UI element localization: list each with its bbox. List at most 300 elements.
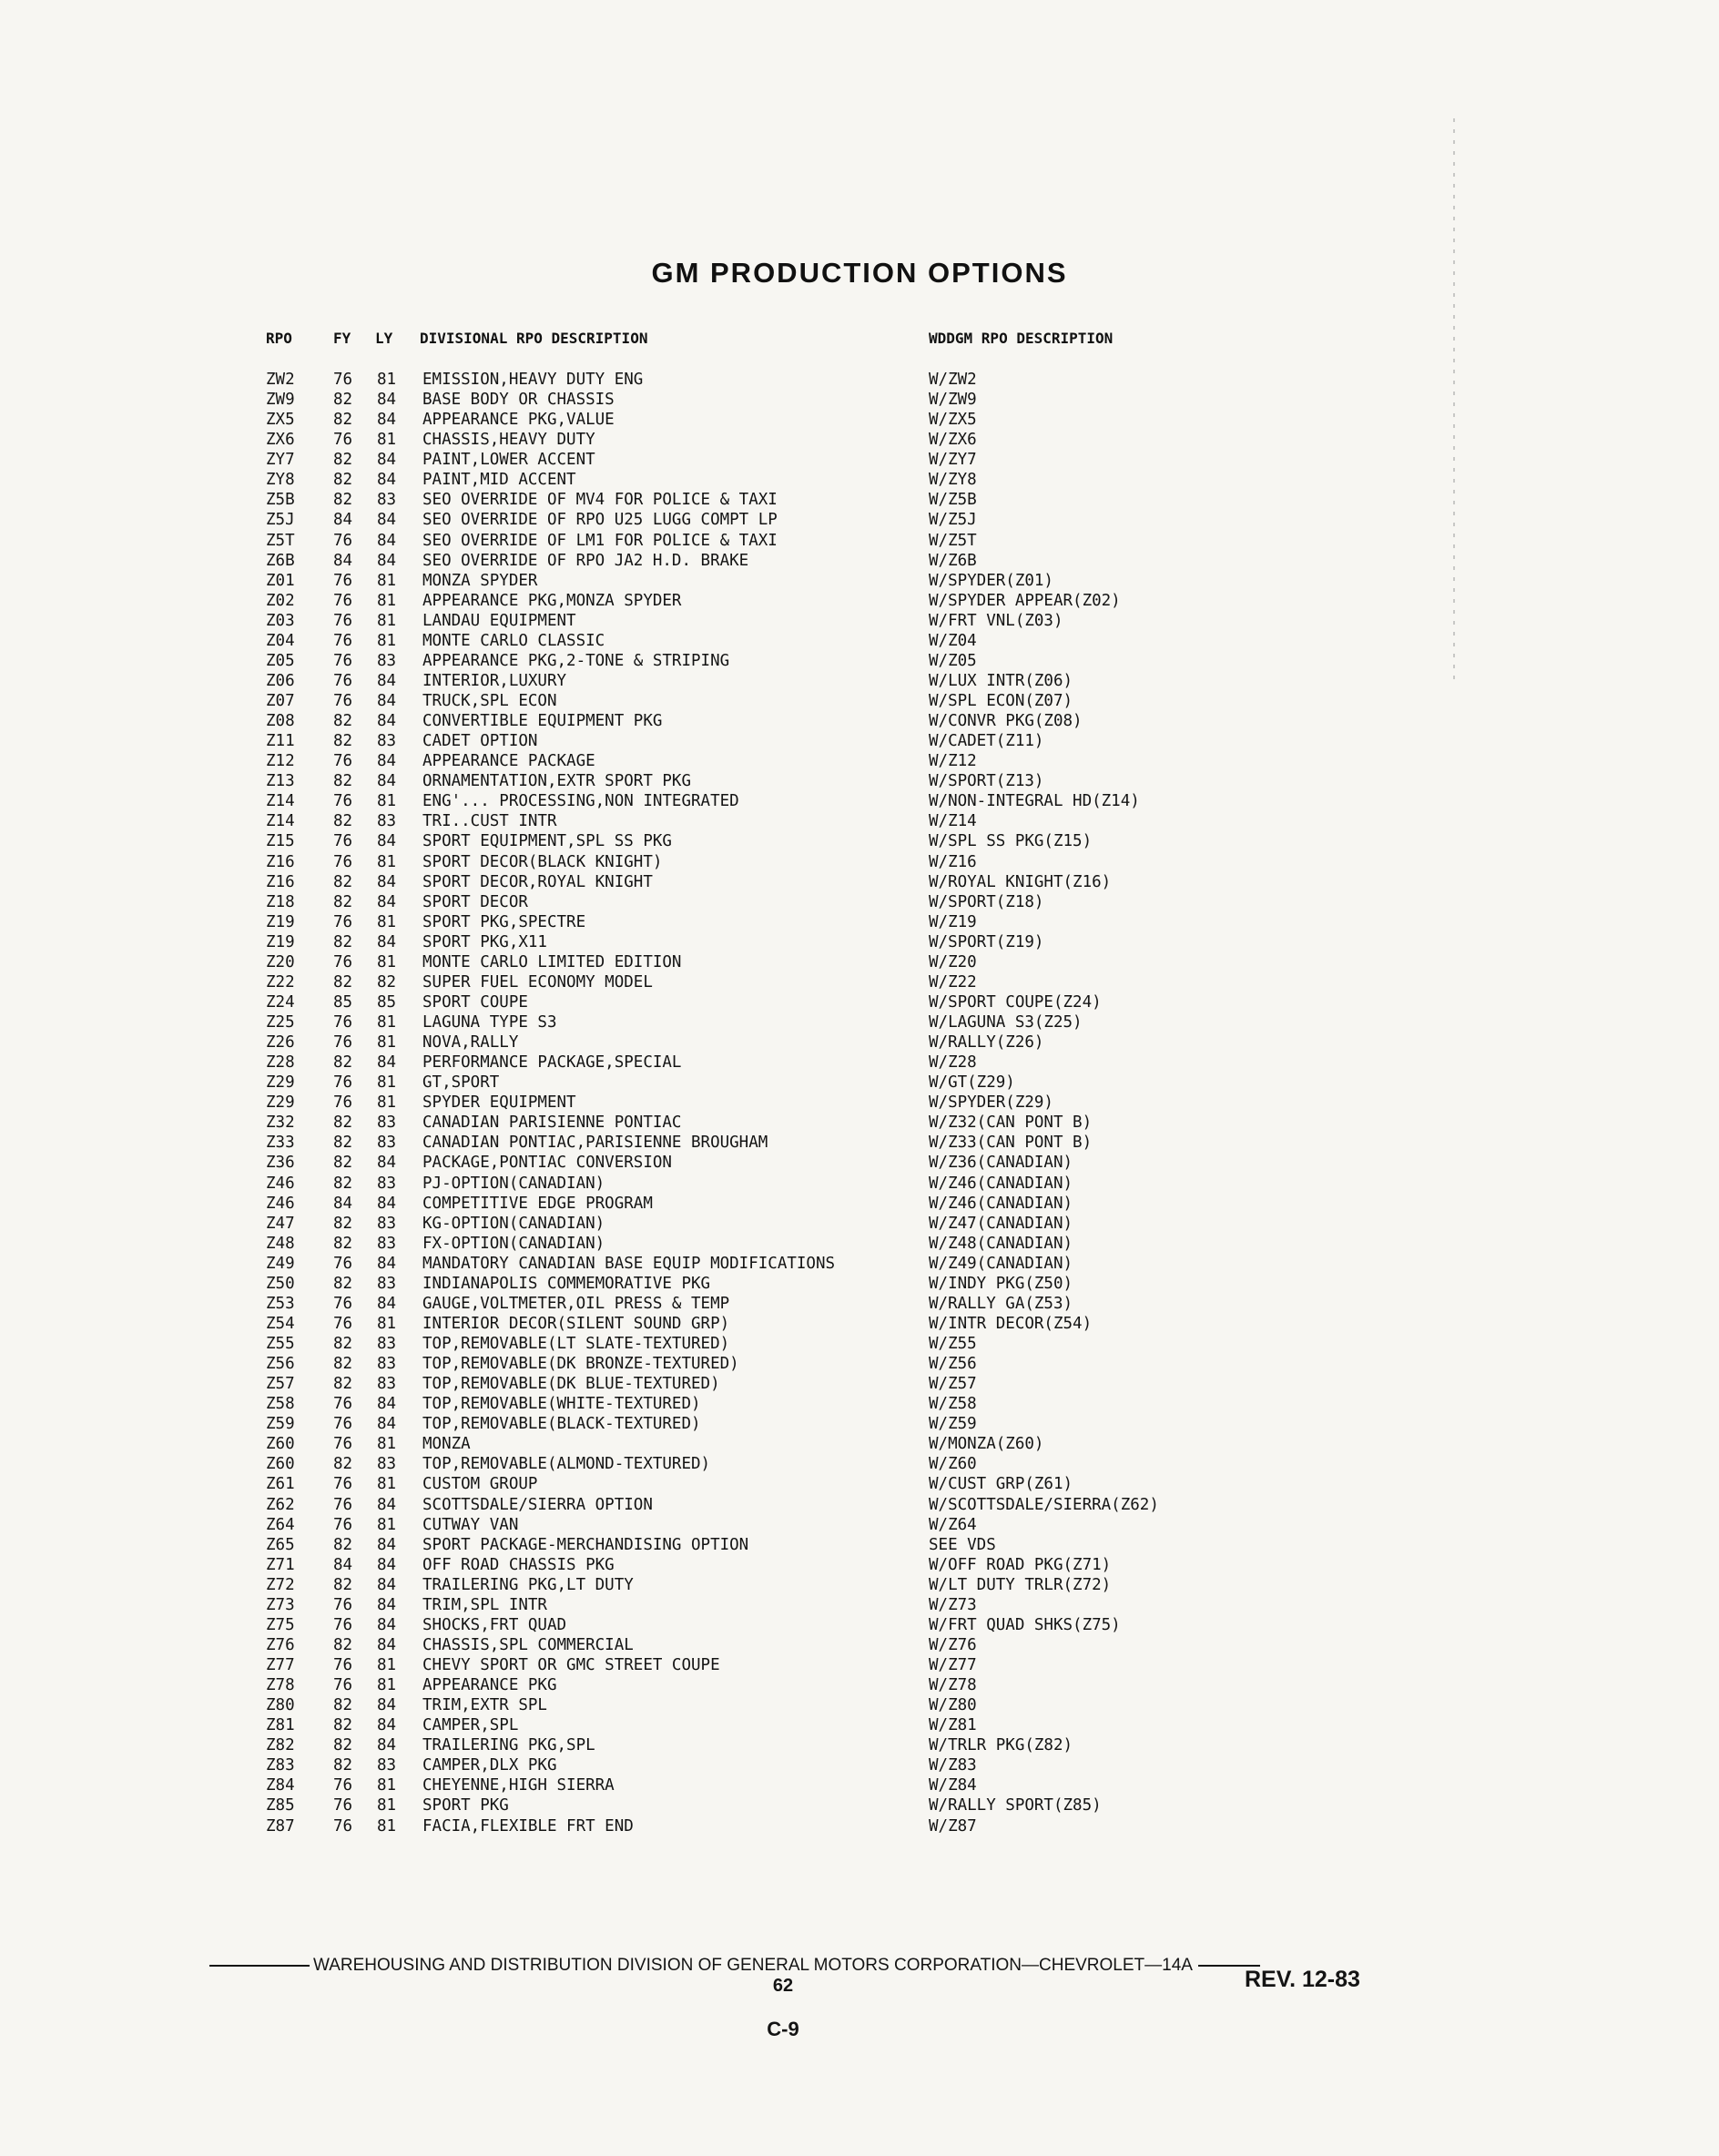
- table-row: [266, 1695, 1267, 1715]
- divisional-description: MONZA SPYDER: [422, 571, 538, 590]
- wddgm-description: W/RALLY(Z26): [929, 1033, 1044, 1053]
- rpo-code: Z46: [266, 1194, 295, 1213]
- divisional-description: CAMPER,SPL: [422, 1716, 519, 1735]
- last-year: 83: [377, 1375, 397, 1394]
- first-year: 76: [333, 792, 353, 811]
- first-year: 76: [333, 431, 353, 450]
- rpo-code: Z32: [266, 1114, 295, 1133]
- last-year: 83: [377, 491, 397, 510]
- last-year: 84: [377, 1154, 397, 1173]
- wddgm-description: W/Z36(CANADIAN): [929, 1154, 1073, 1173]
- table-row: [266, 731, 1267, 751]
- first-year: 76: [333, 1435, 353, 1454]
- wddgm-description: W/SPYDER(Z29): [929, 1093, 1053, 1113]
- first-year: 76: [333, 1615, 353, 1634]
- wddgm-description: W/Z81: [929, 1716, 977, 1735]
- table-row: [266, 551, 1267, 571]
- divisional-description: SHOCKS,FRT QUAD: [422, 1615, 567, 1634]
- first-year: 76: [333, 1816, 353, 1836]
- table-row: [266, 1214, 1267, 1234]
- table-row: [266, 992, 1267, 1012]
- last-year: 84: [377, 1696, 397, 1715]
- divisional-description: PAINT,LOWER ACCENT: [422, 451, 595, 470]
- divisional-description: CHASSIS,SPL COMMERCIAL: [422, 1635, 634, 1654]
- divisional-description: MONTE CARLO CLASSIC: [422, 631, 605, 650]
- table-row: [266, 1615, 1267, 1635]
- last-year: 84: [377, 1716, 397, 1735]
- first-year: 82: [333, 712, 353, 731]
- rpo-code: Z62: [266, 1495, 295, 1514]
- first-year: 82: [333, 1214, 353, 1233]
- table-row: [266, 1354, 1267, 1374]
- divisional-description: APPEARANCE PKG,VALUE: [422, 411, 615, 430]
- rpo-code: Z05: [266, 651, 295, 670]
- table-row: [266, 1735, 1267, 1755]
- header-rpo: RPO: [266, 330, 292, 347]
- rpo-code: Z33: [266, 1134, 295, 1153]
- divisional-description: OFF ROAD CHASSIS PKG: [422, 1555, 615, 1574]
- first-year: 82: [333, 1635, 353, 1654]
- wddgm-description: W/SPYDER APPEAR(Z02): [929, 591, 1121, 610]
- table-row: [266, 1234, 1267, 1254]
- table-row: [266, 1374, 1267, 1394]
- table-row: [266, 1414, 1267, 1434]
- last-year: 81: [377, 1515, 397, 1534]
- wddgm-description: W/RALLY GA(Z53): [929, 1294, 1073, 1313]
- first-year: 76: [333, 371, 353, 389]
- rpo-code: Z77: [266, 1656, 295, 1674]
- last-year: 83: [377, 1174, 397, 1193]
- table-row: [266, 1675, 1267, 1695]
- first-year: 82: [333, 1696, 353, 1715]
- rpo-code: Z29: [266, 1073, 295, 1093]
- first-year: 76: [333, 1495, 353, 1514]
- last-year: 81: [377, 591, 397, 610]
- table-row: [266, 450, 1267, 470]
- last-year: 81: [377, 1093, 397, 1113]
- wddgm-description: W/Z28: [929, 1053, 977, 1073]
- rpo-code: Z01: [266, 571, 295, 590]
- wddgm-description: W/Z04: [929, 631, 977, 650]
- table-row: [266, 671, 1267, 691]
- wddgm-description: W/RALLY SPORT(Z85): [929, 1796, 1102, 1815]
- table-row: [266, 1254, 1267, 1274]
- wddgm-description: W/OFF ROAD PKG(Z71): [929, 1555, 1112, 1574]
- table-row: [266, 751, 1267, 771]
- last-year: 84: [377, 1575, 397, 1594]
- rpo-code: Z60: [266, 1455, 295, 1474]
- divisional-description: TRUCK,SPL ECON: [422, 692, 557, 710]
- divisional-description: TOP,REMOVABLE(DK BLUE-TEXTURED): [422, 1375, 720, 1394]
- last-year: 81: [377, 952, 397, 971]
- last-year: 84: [377, 692, 397, 710]
- wddgm-description: W/Z80: [929, 1696, 977, 1715]
- divisional-description: SPORT DECOR,ROYAL KNIGHT: [422, 872, 653, 891]
- wddgm-description: W/Z73: [929, 1595, 977, 1614]
- first-year: 76: [333, 1013, 353, 1032]
- table-row: [266, 410, 1267, 430]
- rpo-code: Z25: [266, 1013, 295, 1032]
- divisional-description: TOP,REMOVABLE(DK BRONZE-TEXTURED): [422, 1355, 739, 1374]
- divisional-description: SUPER FUEL ECONOMY MODEL: [422, 972, 653, 992]
- table-row: [266, 1032, 1267, 1053]
- first-year: 76: [333, 1073, 353, 1093]
- last-year: 85: [377, 992, 397, 1012]
- first-year: 82: [333, 1114, 353, 1133]
- first-year: 82: [333, 1575, 353, 1594]
- table-row: [266, 1073, 1267, 1093]
- rpo-code: Z22: [266, 972, 295, 992]
- rpo-code: Z14: [266, 792, 295, 811]
- wddgm-description: W/CUST GRP(Z61): [929, 1475, 1073, 1494]
- first-year: 82: [333, 872, 353, 891]
- wddgm-description: W/ZY7: [929, 451, 977, 470]
- wddgm-description: W/SPORT COUPE(Z24): [929, 992, 1102, 1012]
- table-row: [266, 1434, 1267, 1454]
- wddgm-description: W/Z20: [929, 952, 977, 971]
- last-year: 83: [377, 651, 397, 670]
- first-year: 82: [333, 1234, 353, 1253]
- wddgm-description: W/FRT VNL(Z03): [929, 611, 1063, 630]
- last-year: 84: [377, 892, 397, 911]
- table-row: [266, 1655, 1267, 1675]
- last-year: 83: [377, 812, 397, 831]
- header-fy: FY: [333, 330, 351, 347]
- divisional-description: TOP,REMOVABLE(LT SLATE-TEXTURED): [422, 1335, 730, 1353]
- last-year: 84: [377, 1294, 397, 1313]
- wddgm-description: W/Z48(CANADIAN): [929, 1234, 1073, 1253]
- last-year: 84: [377, 471, 397, 490]
- last-year: 84: [377, 511, 397, 530]
- last-year: 81: [377, 371, 397, 389]
- table-row: [266, 711, 1267, 731]
- wddgm-description: W/Z59: [929, 1415, 977, 1434]
- wddgm-description: W/Z05: [929, 651, 977, 670]
- table-row: [266, 1012, 1267, 1032]
- wddgm-description: W/SPL ECON(Z07): [929, 692, 1073, 710]
- rpo-code: Z20: [266, 952, 295, 971]
- first-year: 82: [333, 932, 353, 951]
- rpo-code: Z53: [266, 1294, 295, 1313]
- table-row: [266, 952, 1267, 972]
- first-year: 76: [333, 1796, 353, 1815]
- wddgm-description: W/Z6B: [929, 551, 977, 570]
- wddgm-description: W/Z16: [929, 852, 977, 871]
- table-row: [266, 791, 1267, 811]
- table-row: [266, 1174, 1267, 1194]
- header-divisional-description: DIVISIONAL RPO DESCRIPTION: [420, 330, 648, 347]
- wddgm-description: W/ZW9: [929, 391, 977, 410]
- revision-label: REV. 12-83: [1245, 1967, 1360, 1992]
- last-year: 84: [377, 1635, 397, 1654]
- first-year: 76: [333, 1314, 353, 1333]
- rpo-code: Z50: [266, 1274, 295, 1293]
- rpo-code: Z64: [266, 1515, 295, 1534]
- wddgm-description: W/GT(Z29): [929, 1073, 1015, 1093]
- divisional-description: CANADIAN PONTIAC,PARISIENNE BROUGHAM: [422, 1134, 768, 1153]
- first-year: 84: [333, 1194, 353, 1213]
- rpo-code: Z12: [266, 752, 295, 771]
- rpo-code: Z46: [266, 1174, 295, 1193]
- rpo-code: Z08: [266, 712, 295, 731]
- first-year: 76: [333, 1475, 353, 1494]
- last-year: 84: [377, 391, 397, 410]
- rpo-code: Z61: [266, 1475, 295, 1494]
- divisional-description: APPEARANCE PKG,2-TONE & STRIPING: [422, 651, 730, 670]
- table-row: [266, 571, 1267, 591]
- table-row: [266, 1294, 1267, 1314]
- wddgm-description: W/Z14: [929, 812, 977, 831]
- wddgm-description: W/Z56: [929, 1355, 977, 1374]
- divisional-description: LANDAU EQUIPMENT: [422, 611, 576, 630]
- rpo-code: Z15: [266, 832, 295, 851]
- rpo-code: Z49: [266, 1254, 295, 1273]
- first-year: 82: [333, 1535, 353, 1554]
- divisional-description: BASE BODY OR CHASSIS: [422, 391, 615, 410]
- table-row: [266, 831, 1267, 851]
- first-year: 82: [333, 1736, 353, 1755]
- first-year: 76: [333, 692, 353, 710]
- rpo-code: ZY7: [266, 451, 295, 470]
- wddgm-description: W/Z87: [929, 1816, 977, 1836]
- rpo-code: Z19: [266, 932, 295, 951]
- divisional-description: SPORT PKG: [422, 1796, 509, 1815]
- first-year: 82: [333, 491, 353, 510]
- first-year: 76: [333, 1595, 353, 1614]
- last-year: 81: [377, 431, 397, 450]
- last-year: 84: [377, 1415, 397, 1434]
- wddgm-description: W/SPORT(Z18): [929, 892, 1044, 911]
- table-row: [266, 1314, 1267, 1334]
- table-row: [266, 631, 1267, 651]
- wddgm-description: W/CONVR PKG(Z08): [929, 712, 1083, 731]
- first-year: 85: [333, 992, 353, 1012]
- last-year: 81: [377, 852, 397, 871]
- first-year: 76: [333, 1656, 353, 1674]
- wddgm-description: W/Z57: [929, 1375, 977, 1394]
- first-year: 82: [333, 1274, 353, 1293]
- last-year: 83: [377, 732, 397, 751]
- last-year: 81: [377, 1776, 397, 1795]
- wddgm-description: W/Z60: [929, 1455, 977, 1474]
- first-year: 82: [333, 732, 353, 751]
- rpo-code: Z71: [266, 1555, 295, 1574]
- wddgm-description: SEE VDS: [929, 1535, 996, 1554]
- table-row: [266, 1133, 1267, 1153]
- rpo-code: Z5J: [266, 511, 295, 530]
- divisional-description: PACKAGE,PONTIAC CONVERSION: [422, 1154, 672, 1173]
- table-row: [266, 1334, 1267, 1354]
- wddgm-description: W/INDY PKG(Z50): [929, 1274, 1073, 1293]
- divisional-description: PERFORMANCE PACKAGE,SPECIAL: [422, 1053, 682, 1073]
- last-year: 84: [377, 1736, 397, 1755]
- last-year: 84: [377, 1254, 397, 1273]
- divisional-description: NOVA,RALLY: [422, 1033, 519, 1053]
- last-year: 81: [377, 1796, 397, 1815]
- divisional-description: FX-OPTION(CANADIAN): [422, 1234, 605, 1253]
- first-year: 82: [333, 1154, 353, 1173]
- wddgm-description: W/Z5T: [929, 531, 977, 550]
- rpo-code: Z24: [266, 992, 295, 1012]
- rpo-code: Z6B: [266, 551, 295, 570]
- last-year: 84: [377, 1555, 397, 1574]
- wddgm-description: W/Z19: [929, 912, 977, 931]
- table-row: [266, 390, 1267, 410]
- wddgm-description: W/ROYAL KNIGHT(Z16): [929, 872, 1112, 891]
- table-row: [266, 1454, 1267, 1474]
- divisional-description: CUSTOM GROUP: [422, 1475, 538, 1494]
- divisional-description: APPEARANCE PACKAGE: [422, 752, 595, 771]
- divisional-description: INDIANAPOLIS COMMEMORATIVE PKG: [422, 1274, 711, 1293]
- table-row: [266, 470, 1267, 490]
- rpo-code: Z58: [266, 1395, 295, 1414]
- wddgm-description: W/Z46(CANADIAN): [929, 1194, 1073, 1213]
- wddgm-description: W/TRLR PKG(Z82): [929, 1736, 1073, 1755]
- divisional-description: INTERIOR,LUXURY: [422, 671, 567, 690]
- table-row: [266, 1795, 1267, 1815]
- table-row: [266, 1775, 1267, 1795]
- rpo-code: Z57: [266, 1375, 295, 1394]
- rpo-code: Z03: [266, 611, 295, 630]
- table-row: [266, 1093, 1267, 1113]
- rpo-code: Z59: [266, 1415, 295, 1434]
- divisional-description: CAMPER,DLX PKG: [422, 1756, 557, 1775]
- first-year: 84: [333, 551, 353, 570]
- table-row: [266, 1755, 1267, 1775]
- first-year: 82: [333, 411, 353, 430]
- divisional-description: SPORT EQUIPMENT,SPL SS PKG: [422, 832, 672, 851]
- last-year: 81: [377, 1656, 397, 1674]
- rpo-code: Z78: [266, 1676, 295, 1695]
- last-year: 83: [377, 1234, 397, 1253]
- first-year: 76: [333, 832, 353, 851]
- wddgm-description: W/ZY8: [929, 471, 977, 490]
- wddgm-description: W/Z77: [929, 1656, 977, 1674]
- table-row: [266, 1515, 1267, 1535]
- first-year: 76: [333, 1395, 353, 1414]
- last-year: 84: [377, 1395, 397, 1414]
- divisional-description: CHEYENNE,HIGH SIERRA: [422, 1776, 615, 1795]
- wddgm-description: W/Z46(CANADIAN): [929, 1174, 1073, 1193]
- wddgm-description: W/INTR DECOR(Z54): [929, 1314, 1093, 1333]
- first-year: 76: [333, 651, 353, 670]
- divisional-description: MONZA: [422, 1435, 471, 1454]
- first-year: 76: [333, 631, 353, 650]
- divisional-description: SPORT PKG,X11: [422, 932, 547, 951]
- last-year: 84: [377, 411, 397, 430]
- last-year: 81: [377, 1475, 397, 1494]
- divisional-description: TRIM,SPL INTR: [422, 1595, 547, 1614]
- page-title: GM PRODUCTION OPTIONS: [651, 257, 1068, 289]
- divisional-description: MANDATORY CANADIAN BASE EQUIP MODIFICATIONS: [422, 1254, 836, 1273]
- divisional-description: ENG'... PROCESSING,NON INTEGRATED: [422, 792, 739, 811]
- first-year: 76: [333, 1676, 353, 1695]
- first-year: 76: [333, 591, 353, 610]
- last-year: 83: [377, 1214, 397, 1233]
- table-row: [266, 872, 1267, 892]
- rpo-code: Z47: [266, 1214, 295, 1233]
- wddgm-description: W/SPORT(Z13): [929, 772, 1044, 791]
- table-row: [266, 1535, 1267, 1555]
- divisional-description: TRIM,EXTR SPL: [422, 1696, 547, 1715]
- rpo-code: Z48: [266, 1234, 295, 1253]
- last-year: 82: [377, 972, 397, 992]
- scan-margin-mark: [1453, 118, 1455, 683]
- last-year: 83: [377, 1134, 397, 1153]
- rpo-code: ZW2: [266, 371, 295, 389]
- table-row: [266, 912, 1267, 932]
- rpo-code: Z19: [266, 912, 295, 931]
- last-year: 81: [377, 571, 397, 590]
- table-row: [266, 1595, 1267, 1615]
- table-row: [266, 1555, 1267, 1575]
- divisional-description: SPORT DECOR: [422, 892, 528, 911]
- first-year: 82: [333, 1756, 353, 1775]
- table-row: [266, 892, 1267, 912]
- wddgm-description: W/ZX5: [929, 411, 977, 430]
- table-row: [266, 1715, 1267, 1735]
- table-row: [266, 510, 1267, 530]
- last-year: 84: [377, 1194, 397, 1213]
- footer-division-line: [209, 1956, 1384, 1976]
- wddgm-description: W/Z49(CANADIAN): [929, 1254, 1073, 1273]
- wddgm-description: W/LUX INTR(Z06): [929, 671, 1073, 690]
- wddgm-description: W/Z12: [929, 752, 977, 771]
- rpo-code: Z5B: [266, 491, 295, 510]
- last-year: 81: [377, 792, 397, 811]
- table-row: [266, 1495, 1267, 1515]
- first-year: 76: [333, 1776, 353, 1795]
- first-year: 76: [333, 952, 353, 971]
- wddgm-description: W/SCOTTSDALE/SIERRA(Z62): [929, 1495, 1159, 1514]
- last-year: 84: [377, 531, 397, 550]
- divisional-description: GAUGE,VOLTMETER,OIL PRESS & TEMP: [422, 1294, 730, 1313]
- first-year: 82: [333, 972, 353, 992]
- divisional-description: CHASSIS,HEAVY DUTY: [422, 431, 595, 450]
- wddgm-description: W/Z84: [929, 1776, 977, 1795]
- rpo-code: Z04: [266, 631, 295, 650]
- wddgm-description: W/Z5J: [929, 511, 977, 530]
- first-year: 82: [333, 892, 353, 911]
- last-year: 84: [377, 1595, 397, 1614]
- rpo-code: Z13: [266, 772, 295, 791]
- rpo-code: ZX5: [266, 411, 295, 430]
- rpo-code: Z54: [266, 1314, 295, 1333]
- last-year: 81: [377, 1013, 397, 1032]
- rpo-code: Z75: [266, 1615, 295, 1634]
- rpo-code: ZW9: [266, 391, 295, 410]
- last-year: 81: [377, 912, 397, 931]
- rpo-code: Z82: [266, 1736, 295, 1755]
- footer-rule-left: [209, 1965, 310, 1967]
- table-row: [266, 591, 1267, 611]
- rpo-code: Z72: [266, 1575, 295, 1594]
- wddgm-description: W/NON-INTEGRAL HD(Z14): [929, 792, 1140, 811]
- first-year: 76: [333, 611, 353, 630]
- first-year: 84: [333, 511, 353, 530]
- last-year: 81: [377, 1314, 397, 1333]
- first-year: 82: [333, 1053, 353, 1073]
- rpo-code: Z28: [266, 1053, 295, 1073]
- last-year: 83: [377, 1756, 397, 1775]
- rpo-code: Z85: [266, 1796, 295, 1815]
- rpo-code: Z60: [266, 1435, 295, 1454]
- last-year: 83: [377, 1355, 397, 1374]
- rpo-code: Z5T: [266, 531, 295, 550]
- first-year: 82: [333, 391, 353, 410]
- wddgm-description: W/Z47(CANADIAN): [929, 1214, 1073, 1233]
- last-year: 84: [377, 1535, 397, 1554]
